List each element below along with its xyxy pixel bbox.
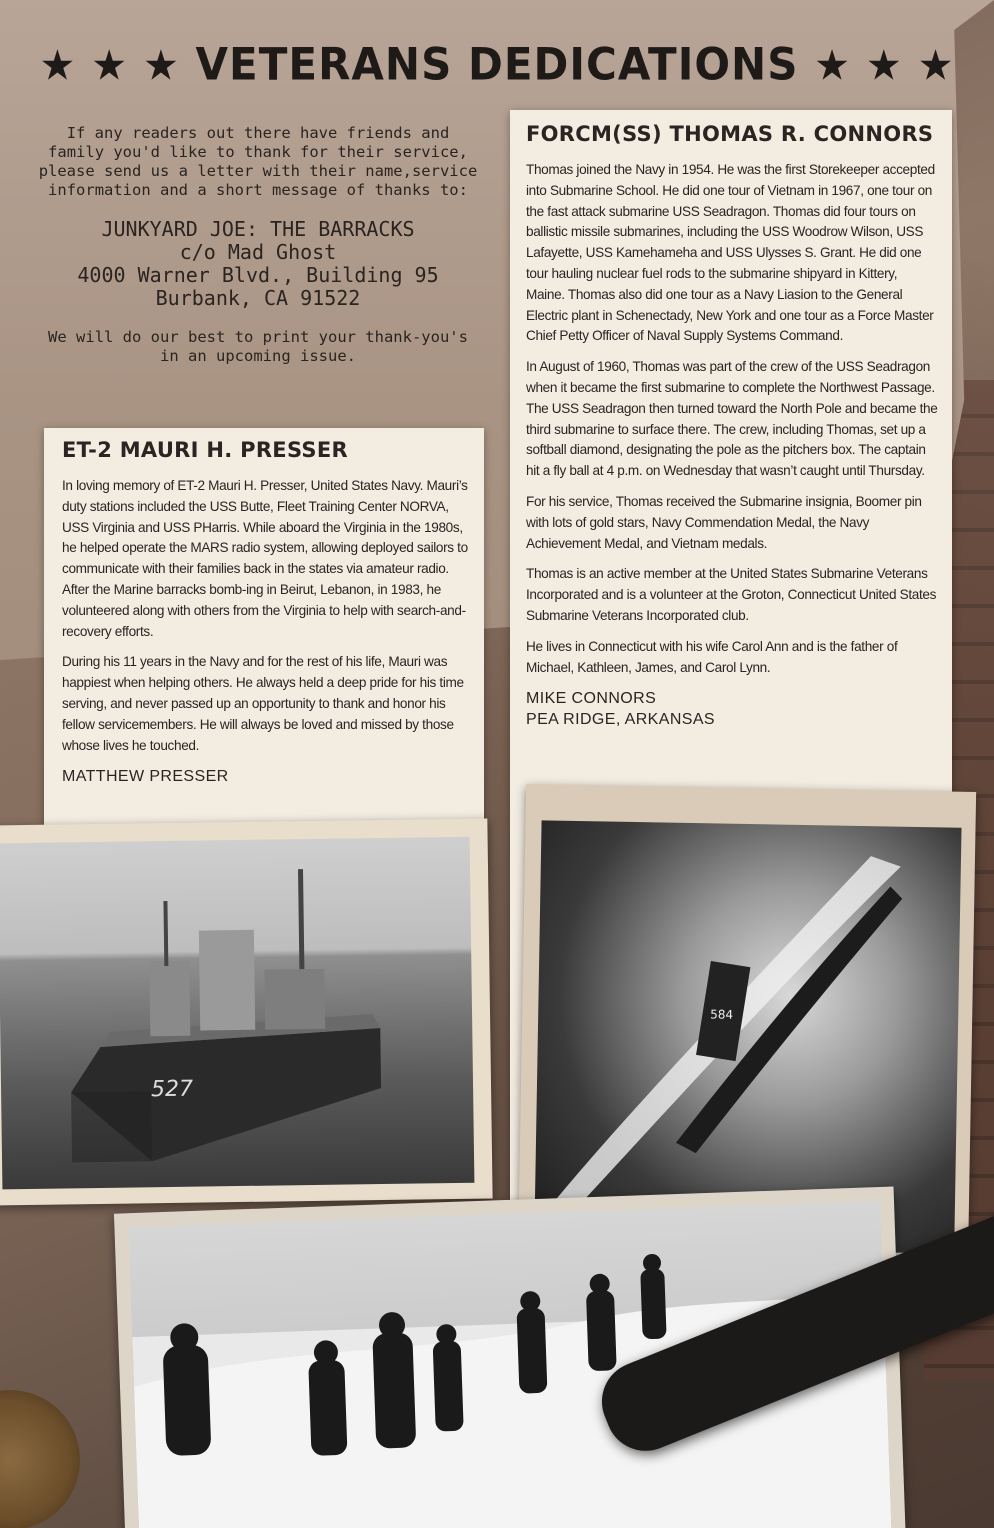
card-heading: ET-2 MAURI H. PRESSER xyxy=(62,438,348,462)
sub-hull-number: 584 xyxy=(710,1007,734,1022)
card-signature xyxy=(526,688,938,730)
ship-hull-number: 527 xyxy=(150,1076,194,1103)
ship-photo-image xyxy=(0,837,474,1190)
card-paragraph: Thomas is an active member at the United States Submarine Veterans Incorporated and is a volunteer at the Groton, Connecticut United States Submarine Veterans Incorporated club. xyxy=(526,566,937,623)
stars-left: ★ ★ ★ xyxy=(39,41,180,91)
ship-photo xyxy=(0,819,493,1206)
address-line: 4000 Warner Blvd., Building 95 xyxy=(77,263,439,287)
card-paragraph: In August of 1960, Thomas was part of the crew of the USS Seadragon when it became the first submarine to complete the Northwest Passage. The USS Seadragon then turned toward the North Pole and became the third submarine to surface there. The crew, including Thomas, set up a softball diamond, designating the pole as the pitchers box. The captain hit a fly ball at 4 p.m. on Wednesday that wasn’t caught until Thursday. xyxy=(526,359,938,479)
ship-illustration xyxy=(0,837,474,1190)
signature-location: PEA RIDGE, ARKANSAS xyxy=(526,711,715,729)
card-paragraph: Thomas joined the Navy in 1954. He was the first Storekeeper accepted into Submarine School. He did one tour of Vietnam in 1967, one tour on the fast attack submarine USS Seadragon. Thomas did four tours on ballistic missile submarines, including the USS Woodrow Wilson, USS Lafayette, USS Kamehameha and USS Ulysses S. Grant. He did one tour hauling nuclear fuel rods to the submarine shipyard in Kittery, Maine. Thomas also did one tour as a Navy Liasion to the General Electric plant in Schenectady, New York and one tour as a Force Master Chief Petty Officer of Naval Supply Systems Command. xyxy=(526,162,935,344)
brass-lid-prop xyxy=(0,1390,80,1528)
address-line: c/o Mad Ghost xyxy=(179,240,337,264)
mailing-address xyxy=(38,218,478,310)
page-title xyxy=(0,39,994,90)
stars-right: ★ ★ ★ xyxy=(814,41,955,91)
submarine-illustration xyxy=(534,820,961,1253)
card-paragraph: In loving memory of ET-2 Mauri H. Presser, United States Navy. Mauri’s duty stations included the USS Butte, Fleet Training Center NORVA, USS Virginia and USS PHarris. While aboard the Virginia in the 1980s, he helped operate the MARS radio system, allowing deployed sailors to communicate with their families back in the states via amateur radio. After the Marine barracks bomb-ing in Beirut, Lebanon, in 1983, he volunteered along with others from the Virginia to help with search-and-recovery efforts. xyxy=(62,478,468,639)
intro-block xyxy=(38,124,478,366)
address-line: JUNKYARD JOE: THE BARRACKS xyxy=(101,217,415,241)
card-paragraph: For his service, Thomas received the Submarine insignia, Boomer pin with lots of gold stars, Navy Commendation Medal, the Navy Achievement Medal, and Vietnam medals. xyxy=(526,493,922,551)
card-paragraph: During his 11 years in the Navy and for the rest of his life, Mauri was happiest when helping others. He always held a deep pride for his time serving, and never passed up an opportunity to thank and honor his fellow servicemembers. He will always be loved and missed by those whose lives he touched. xyxy=(62,654,464,753)
card-heading: FORCM(SS) THOMAS R. CONNORS xyxy=(526,122,934,146)
intro-paragraph: If any readers out there have friends and family you'd like to thank for their service, please send us a letter with their name,service information and a short message of thanks to: xyxy=(38,124,478,199)
card-signature: MATTHEW PRESSER xyxy=(62,768,229,786)
address-line: Burbank, CA 91522 xyxy=(155,286,361,310)
card-paragraph: He lives in Connecticut with his wife Carol Ann and is the father of Michael, Kathleen, James, and Carol Lynn. xyxy=(526,638,898,675)
intro-closing: We will do our best to print your thank-you's in an upcoming issue. xyxy=(48,328,468,365)
signature-name: MIKE CONNORS xyxy=(526,690,657,708)
submarine-photo-image xyxy=(534,820,961,1253)
title-text: VETERANS DEDICATIONS xyxy=(195,38,799,91)
